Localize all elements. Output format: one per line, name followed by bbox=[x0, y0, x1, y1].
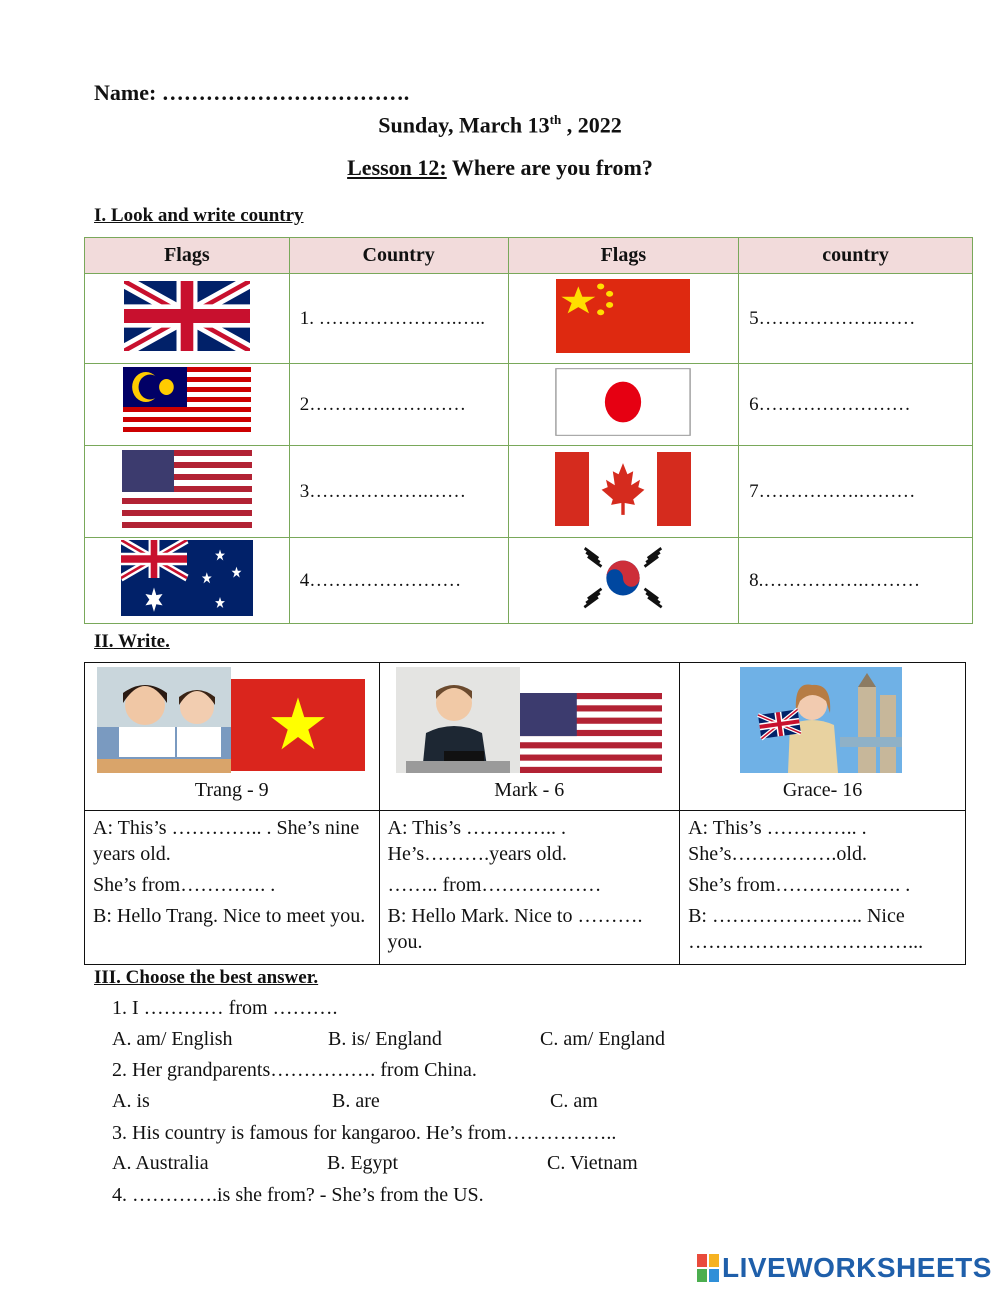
usa-flag-icon bbox=[520, 693, 662, 773]
country-blank-7[interactable]: 7…………….……… bbox=[739, 446, 973, 538]
korea-flag-icon bbox=[573, 543, 673, 613]
option-1c[interactable]: C. am/ England bbox=[540, 1028, 665, 1050]
question-2[interactable]: 2. Her grandparents……………. from China. bbox=[112, 1059, 477, 1081]
date-line bbox=[0, 112, 1000, 138]
flag-cell bbox=[508, 274, 739, 364]
section-3-title: III. Choose the best answer. bbox=[94, 967, 319, 988]
malaysia-flag-icon bbox=[123, 367, 251, 437]
liveworksheets-logo-text: LIVEWORKSHEETS bbox=[722, 1252, 992, 1283]
dialogue-line[interactable]: She’s from………………. . bbox=[688, 874, 911, 896]
uk-flag-icon bbox=[124, 281, 250, 351]
canada-flag-icon bbox=[555, 452, 691, 526]
lesson-title bbox=[0, 155, 1000, 181]
table-row bbox=[85, 364, 973, 446]
dialogue-line[interactable]: B: Hello Mark. Nice to ………. you. bbox=[387, 905, 643, 953]
dialogue-line[interactable]: B: ………………….. Nice ……………………………... bbox=[688, 905, 924, 953]
header-flags: Flags bbox=[85, 238, 290, 274]
country-blank-4[interactable]: 4…………………… bbox=[289, 538, 508, 624]
header-country: Country bbox=[289, 238, 508, 274]
date-end: , 2022 bbox=[561, 112, 622, 138]
table-row bbox=[85, 538, 973, 624]
flags-table bbox=[84, 237, 973, 624]
dialogue-line[interactable]: A: This’s ………….. . She’s nine years old. bbox=[93, 817, 360, 865]
flag-cell bbox=[508, 538, 739, 624]
country-blank-1[interactable]: 1. ………………….….. bbox=[289, 274, 508, 364]
country-blank-6[interactable]: 6…………………… bbox=[739, 364, 973, 446]
caption-mark: Mark - 6 bbox=[494, 779, 565, 801]
table-row bbox=[85, 274, 973, 364]
country-blank-2[interactable]: 2………….………… bbox=[289, 364, 508, 446]
caption-grace: Grace- 16 bbox=[782, 779, 863, 801]
dialogue-line[interactable]: She’s from…………. . bbox=[93, 874, 276, 896]
write-table bbox=[84, 662, 966, 965]
question-1[interactable]: 1. I ………… from ………. bbox=[112, 997, 338, 1019]
flags-table-header bbox=[85, 238, 973, 274]
dialogue-grace bbox=[680, 811, 966, 965]
lesson-text: Where are you from? bbox=[446, 155, 653, 180]
country-blank-8[interactable]: 8.…………….……… bbox=[739, 538, 973, 624]
usa-flag-icon bbox=[122, 450, 252, 528]
option-3a[interactable]: A. Australia bbox=[112, 1152, 209, 1174]
header-country-2: country bbox=[739, 238, 973, 274]
girl-london-photo-icon bbox=[740, 667, 902, 773]
caption-trang: Trang - 9 bbox=[194, 779, 269, 801]
vietnam-flag-icon bbox=[231, 679, 365, 771]
dialogue-line[interactable]: A: This’s ………….. . He’s……….years old. bbox=[387, 817, 567, 865]
option-1b[interactable]: B. is/ England bbox=[328, 1028, 442, 1050]
date-main: Sunday, March 13 bbox=[378, 112, 550, 138]
flag-cell bbox=[508, 446, 739, 538]
dialogue-trang bbox=[85, 811, 380, 965]
china-flag-icon bbox=[556, 279, 690, 353]
dialogue-line[interactable]: B: Hello Trang. Nice to meet you. bbox=[93, 905, 366, 927]
section-1-title: I. Look and write country bbox=[94, 205, 304, 226]
person-card-trang bbox=[85, 663, 380, 811]
table-row bbox=[85, 446, 973, 538]
lesson-label: Lesson 12: bbox=[347, 155, 447, 180]
date-sup: th bbox=[549, 112, 562, 127]
country-blank-5[interactable]: 5……………….…… bbox=[739, 274, 973, 364]
header-flags-2: Flags bbox=[508, 238, 739, 274]
question-3[interactable]: 3. His country is famous for kangaroo. He’s from…………….. bbox=[112, 1122, 617, 1144]
option-2c[interactable]: C. am bbox=[550, 1090, 598, 1112]
option-2a[interactable]: A. is bbox=[112, 1090, 150, 1112]
dialogue-mark bbox=[379, 811, 680, 965]
question-4[interactable]: 4. ………….is she from? - She’s from the US. bbox=[112, 1184, 484, 1206]
flag-cell bbox=[85, 446, 290, 538]
name-line: Name: ……………………………. bbox=[94, 80, 410, 105]
flag-cell bbox=[85, 364, 290, 446]
liveworksheets-logo-icon bbox=[697, 1254, 721, 1284]
boy-photo-icon bbox=[396, 667, 520, 773]
flag-cell bbox=[508, 364, 739, 446]
dialogue-line[interactable]: …….. from……………… bbox=[387, 874, 602, 896]
flag-cell bbox=[85, 538, 290, 624]
children-photo-icon bbox=[97, 667, 231, 773]
dialogue-line[interactable]: A: This’s ………….. . She’s…………….old. bbox=[688, 817, 867, 865]
japan-flag-icon bbox=[555, 368, 691, 436]
person-card-grace bbox=[680, 663, 966, 811]
australia-flag-icon bbox=[121, 540, 253, 616]
option-3b[interactable]: B. Egypt bbox=[327, 1152, 399, 1174]
country-blank-3[interactable]: 3……………….…… bbox=[289, 446, 508, 538]
section-2-title: II. Write. bbox=[94, 631, 170, 652]
flag-cell bbox=[85, 274, 290, 364]
option-1a[interactable]: A. am/ English bbox=[112, 1028, 233, 1050]
option-3c[interactable]: C. Vietnam bbox=[547, 1152, 638, 1174]
person-card-mark bbox=[379, 663, 680, 811]
option-2b[interactable]: B. are bbox=[332, 1090, 380, 1112]
